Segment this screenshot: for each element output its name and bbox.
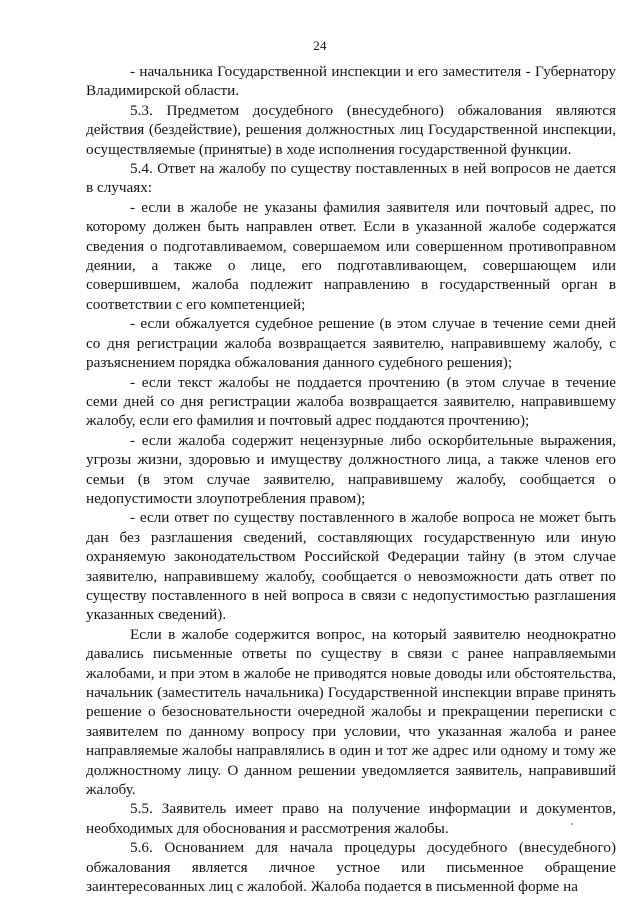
- paragraph-repeated-complaint: Если в жалобе содержится вопрос, на который заявителю неоднократно давались письменные ответы по существу в связи с ранее направляемыми жалобами, и при этом в жалобе не приводятся новые доводы или обстоятельства, начальник (заместитель начальника) Государственной инспекции вправе принять решение о безосновательности очередной жалобы и прекращении переписки с заявителем по данному вопросу при условии, что указанная жалоба и ранее направляемые жалобы направлялись в один и тот же адрес или одному и тому же должностному лицу. О данном решении уведомляется заявитель, направивший жалобу.: [86, 625, 616, 799]
- document-body: [86, 62, 616, 896]
- paragraph-5-5: 5.5. Заявитель имеет право на получение информации и документов, необходимых для обоснования и рассмотрения жалобы.: [86, 800, 616, 837]
- paragraph-5-3: 5.3. Предметом досудебного (внесудебного) обжалования являются действия (бездействие), решения должностных лиц Государственной инспекции, осуществляемые (принятые) в ходе исполнения государственной функции.: [86, 101, 616, 158]
- paragraph-5-4-item-no-name: - если в жалобе не указаны фамилия заявителя или почтовый адрес, по которому должен быть направлен ответ. Если в указанной жалобе содержатся сведения о подготавливаемом, совершаемом или совершенном противоправном деянии, а также о лице, его подготавливающем, совершающем или совершившем, жалоба подлежит направлению в государственный орган в соответствии с его компетенцией;: [86, 198, 616, 313]
- paragraph-5-4-item-court: - если обжалуется судебное решение (в этом случае в течение семи дней со дня регистрации жалоба возвращается заявителю, направившему жалобу, с разъяснением порядка обжалования данного судебного решения);: [86, 315, 616, 372]
- paragraph-5-4: 5.4. Ответ на жалобу по существу поставленных в ней вопросов не дается в случаях:: [86, 160, 616, 197]
- paragraph-5-4-item-secret: - если ответ по существу поставленного в жалобе вопроса не может быть дан без разглашения сведений, составляющих государственную или иную охраняемую законодательством Российской Федерации тайну (в этом случае заявителю, направившему жалобу, сообщается о невозможности дать ответ по существу поставленного в ней вопроса в связи с недопустимостью разглашения указанных сведений).: [86, 509, 616, 624]
- scan-speck: [571, 823, 573, 825]
- paragraph-5-4-item-unreadable: - если текст жалобы не поддается прочтению (в этом случае в течение семи дней со дня регистрации жалоба возвращается заявителю, направившему жалобу, если его фамилия и почтовый адрес поддаются прочтению);: [86, 373, 616, 430]
- paragraph-5-4-item-obscene: - если жалоба содержит нецензурные либо оскорбительные выражения, угрозы жизни, здоровью и имуществу должностного лица, а также членов его семьи (в этом случае заявителю, направившему жалобу, сообщается о недопустимости злоупотребления правом);: [86, 431, 616, 507]
- paragraph-5-2-item-governor: - начальника Государственной инспекции и его заместителя - Губернатору Владимирской области.: [86, 63, 616, 100]
- page-number: 24: [313, 38, 327, 53]
- paragraph-5-6: 5.6. Основанием для начала процедуры досудебного (внесудебного) обжалования является личное устное или письменное обращение заинтересованных лиц с жалобой. Жалоба подается в письменной форме на: [86, 839, 616, 896]
